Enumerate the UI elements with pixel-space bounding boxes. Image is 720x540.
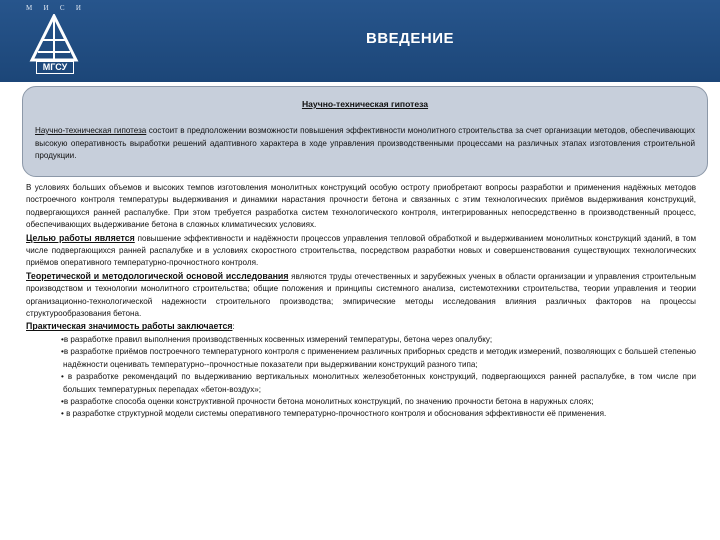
list-item: •в разработке правил выполнения производственных косвенных измерений температуры, бетона через опалубку; xyxy=(61,334,493,344)
hypothesis-body: состоит в предположении возможности повышения эффективности монолитного строительства за счет организации методов, обеспечивающих высокую оперативность выработки решений адаптивного характера в ходе управления производственными процессами на различных этапах изготовления строительной продукции. xyxy=(35,126,695,161)
goal-lead: Целью работы является xyxy=(26,232,135,243)
hypothesis-title: Научно-техническая гипотеза xyxy=(301,99,429,109)
page-title: ВВЕДЕНИЕ xyxy=(366,30,454,47)
list-item: •в разработке способа оценки конструктивной прочности бетона монолитных конструкций, по значению прочности бетона в наружных слоях; xyxy=(61,396,594,406)
list-item: • в разработке рекомендаций по выдерживанию вертикальных монолитных железобетонных конструкций, подвергающихся ранней распалубке, в том числе при больших температурных перепадах «бетон-воздух»; xyxy=(61,372,696,394)
goal-paragraph xyxy=(26,232,696,270)
list-item: • в разработке структурной модели системы оперативного температурно-прочностного контроля и обоснования эффективности её применения. xyxy=(61,409,607,419)
building-emblem-icon xyxy=(28,14,80,62)
goal-text: повышение эффективности и надёжности процессов управления тепловой обработкой и выдерживанием монолитных конструкций зданий, в том числе подвергающихся ранней распалубке и в условиях скоростного строительства, посредством разработки новых и совершенствования существующих технологических приёмов оперативного температурно-прочностного контроля. xyxy=(26,233,697,268)
logo-text: МГСУ xyxy=(36,61,74,74)
basis-paragraph xyxy=(26,270,696,321)
university-logo xyxy=(26,4,82,78)
intro-paragraph: В условиях больших объемов и высоких темпов изготовления монолитных конструкций особую остроту приобретают вопросы разработки и применения надёжных методов построечного контроля температуры выдерживания и динамики нарастания прочности бетона и связанных с этим технологических приёмов выдерживания конструкций, подвергающихся ранней распалубке. При этом требуется разработка систем технологического контроля, интегрированных непосредственно в производственный процесс, обеспечивающих выдерживание бетона в сложных климатических условиях. xyxy=(26,183,696,230)
basis-text: являются труды отечественных и зарубежных ученых в области организации и управления строительным производством и технологии монолитного строительства; общие положения и принципы системного анализа, системотехники строительства, теории управления и теории организационно-технологической надежности строительного производства; эмпирические методы исследования влияния различных факторов на процессы структурообразования бетона. xyxy=(26,271,696,319)
hypothesis-text xyxy=(35,125,695,163)
practical-lead: Практическая значимость работы заключается xyxy=(26,321,233,332)
list-item: •в разработке приёмов построечного температурного контроля с применением различных приборных средств и методик измерений, позволяющих с большей степенью надёжности оценивать температурно--прочностные показатели при выдерживании конструкций разного типа; xyxy=(61,347,696,369)
header-banner xyxy=(0,0,720,82)
practical-colon: : xyxy=(232,322,235,332)
logo-letters: М И С И xyxy=(26,4,82,12)
main-content xyxy=(26,182,696,421)
hypothesis-term: Научно-техническая гипотеза xyxy=(35,126,147,135)
basis-lead: Теоретической и методологической основой исследования xyxy=(26,270,289,281)
hypothesis-box xyxy=(22,86,708,177)
practical-heading xyxy=(26,320,696,333)
